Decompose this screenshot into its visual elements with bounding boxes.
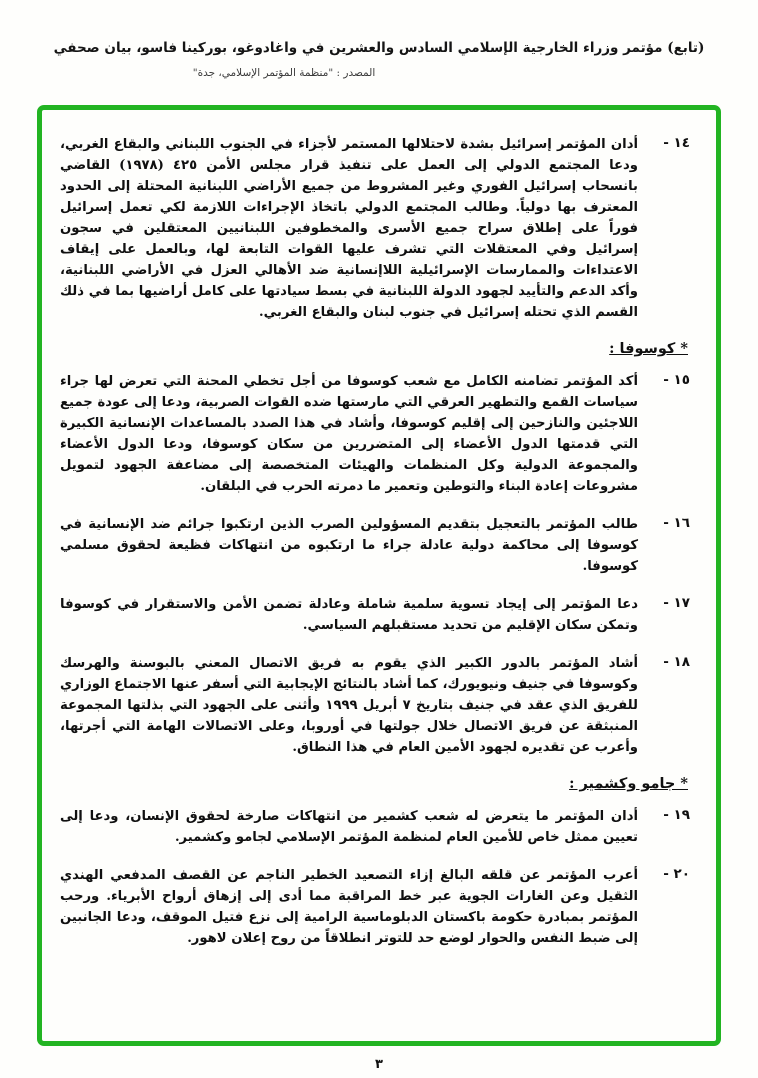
numbered-paragraph [60, 371, 690, 497]
paragraph-number: ١٥ - [663, 372, 690, 388]
numbered-paragraph [60, 806, 690, 848]
numbered-paragraph [60, 653, 690, 758]
paragraph-text: دعا المؤتمر إلى إيجاد تسوية سلمية شاملة وعادلة تضمن الأمن والاستقرار في كوسوفا وتمكن سكان الإقليم من تحديد مستقبلهم السياسي. [60, 597, 638, 633]
page-number: ٣ [375, 1057, 383, 1072]
paragraph-text: أعرب المؤتمر عن قلقه البالغ إزاء التصعيد الخطير الناجم عن القصف المدفعي الهندي الثقيل وعن الغارات الجوية عبر خط المراقبة مما أدى إلى إزهاق أرواح الأبرياء. ورحب المؤتمر بمبادرة حكومة باكستان الدبلوماسية الرامية إلى نزع فتيل الموقف، ودعا الجانبين إلى ضبط النفس والحوار لوضع حد للتوتر انطلاقاً من روح إعلان لاهور. [60, 868, 638, 946]
paragraph-text: طالب المؤتمر بالتعجيل بتقديم المسؤولين الصرب الذين ارتكبوا جرائم ضد الإنسانية في كوسوفا إلى محاكمة دولية عادلة جراء ما ارتكبوه من انتهاكات فظيعة لحقوق مسلمي كوسوفا. [60, 517, 638, 574]
content-blocks [60, 134, 690, 949]
numbered-paragraph [60, 594, 690, 636]
paragraph-text: أكد المؤتمر تضامنه الكامل مع شعب كوسوفا من أجل تخطي المحنة التي تعرض لها جراء سياسات القمع والتطهير العرقي التي مارستها ضده القوات الصربية، ودعا إلى عودة جميع اللاجئين والنازحين إلى إقليم كوسوفا، وأشاد في هذا الصدد بالمساعدات الإنسانية الكبيرة التي قدمتها الدول الأعضاء إلى المتضررين من سكان كوسوفا، ودعا الدول الأعضاء والمجموعة الدولية وكل المنظمات والهيئات المتخصصة إلى مضاعفة الجهود لتمويل مشروعات إعادة البناء والتوطين وتعمير ما دمرته الحرب في البلقان. [60, 374, 638, 494]
paragraph-number: ١٦ - [663, 515, 690, 531]
source-line: المصدر : "منظمة المؤتمر الإسلامي، جدة" [192, 67, 376, 79]
numbered-paragraph [60, 514, 690, 577]
paragraph-text: أدان المؤتمر إسرائيل بشدة لاحتلالها المستمر لأجزاء في الجنوب اللبناني والبقاع الغربي، ودعا المجتمع الدولي إلى العمل على تنفيذ قرار مجلس الأمن ٤٢٥ (١٩٧٨) القاضي بانسحاب إسرائيل الفوري وغير المشروط من جميع الأراضي اللبنانية المحتلة إلى الحدود المعترف بها دولياً. وطالب المجتمع الدولي باتخاذ الإجراءات اللازمة لكي تعمل إسرائيل فوراً على إطلاق سراح جميع الأسرى والمخطوفين اللبنانيين المعتقلين في سجون إسرائيل وفي المعتقلات التي تشرف عليها القوات التابعة لها، وبالعمل على إيقاف الاعتداءات والممارسات الإسرائيلية اللاإنسانية ضد الأهالي العزل في الأراضي اللبنانية، وأكد الدعم والتأييد لجهود الدولة اللبنانية في بسط سيادتها على كامل أراضيها بما في ذلك القسم الذي تحتله إسرائيل في جنوب لبنان والبقاع الغربي. [60, 137, 638, 320]
paragraph-text: أشاد المؤتمر بالدور الكبير الذي يقوم به فريق الاتصال المعني بالبوسنة والهرسك وكوسوفا في جنيف ونيويورك، كما أشاد بالنتائج الإيجابية التي أسفر عنها الاجتماع الوزاري للفريق الذي عقد في جنيف بتاريخ ٧ أبريل ١٩٩٩ وأثنى على الجهود التي بذلتها المجموعة المنبثقة عن فريق الاتصال خلال جولتها في أوروبا، وعلى الاتصالات الهامة التي أجرتها، وأعرب عن تقديره لجهود الأمين العام في هذا النطاق. [60, 656, 638, 755]
paragraph-number: ١٨ - [663, 654, 690, 670]
section-heading: * جامو وكشمير : [569, 775, 688, 792]
paragraph-number: ١٤ - [663, 135, 690, 151]
paragraph-text: أدان المؤتمر ما يتعرض له شعب كشمير من انتهاكات صارخة لحقوق الإنسان، ودعا إلى تعيين ممثل خاص للأمين العام لمنظمة المؤتمر الإسلامي لجامو وكشمير. [60, 809, 638, 845]
document-header: (تابع) مؤتمر وزراء الخارجية الإسلامي السادس والعشرين في واغادوغو، بوركينا فاسو، بيان صحفي [53, 40, 705, 56]
numbered-paragraph [60, 134, 690, 323]
section-heading: * كوسوفا : [609, 340, 688, 357]
numbered-paragraph [60, 865, 690, 949]
content-border-box [37, 105, 721, 1046]
paragraph-number: ١٩ - [663, 807, 690, 823]
paragraph-number: ٢٠ - [663, 866, 690, 882]
paragraph-number: ١٧ - [663, 595, 690, 611]
